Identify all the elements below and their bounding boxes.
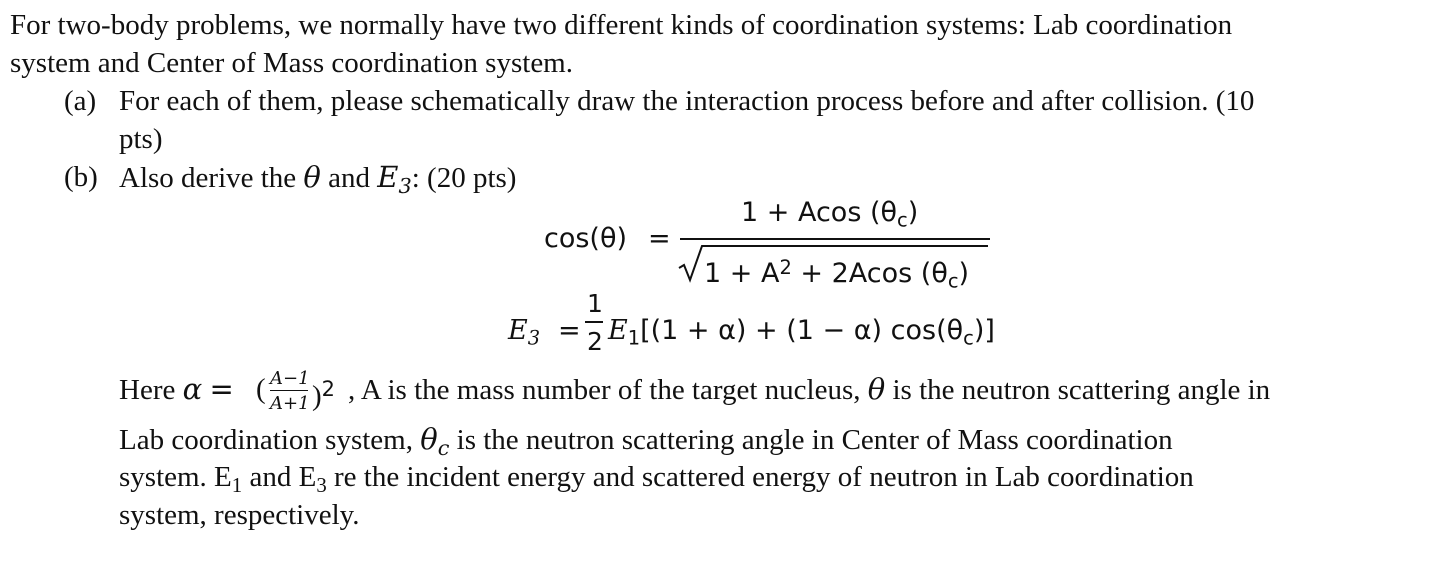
alpha-open-paren: (: [256, 373, 266, 405]
square-root-bar: [702, 245, 988, 247]
alpha-definition-prefix: Here α =: [119, 372, 234, 406]
definition-line-2: Lab coordination system, $\theta_c$ is the neutron scattering angle in Center of Mass coordination: [119, 422, 1173, 460]
part-a-label: (a): [64, 85, 97, 117]
equation-2-lhs: $E_3$: [508, 315, 541, 350]
definition-line-4: system, respectively.: [119, 499, 360, 531]
theta-symbol-2: θ: [867, 372, 886, 406]
equation-1-denominator: $1 + A^2 + 2Acos$ $(\theta_c)$: [704, 256, 970, 293]
alpha-fraction-numerator: A−1: [270, 368, 310, 389]
alpha-definition-rest: , A is the mass number of the target nucleus, θ is the neutron scattering angle in: [348, 372, 1271, 406]
part-b-text: [119, 158, 516, 205]
alpha-fraction-bar: [270, 390, 308, 391]
part-b-label: (b): [64, 161, 98, 193]
square-root-icon: [678, 244, 704, 284]
intro-line-2: system and Center of Mass coordination system.: [10, 47, 573, 79]
equation-2-fraction-bar: [585, 321, 603, 323]
intro-line-1: For two-body problems, we normally have two different kinds of coordination systems: Lab coordination: [10, 9, 1233, 41]
and-word: and: [328, 162, 371, 194]
part-a-text-line-2: pts): [119, 123, 163, 155]
alpha-close-paren: )$^2$: [312, 377, 335, 412]
definition-line-3: system. $E_1$ and $E_3$ re the incident energy and scattered energy of neutron in Lab coordination: [119, 461, 1194, 497]
equation-2-equals: =: [558, 315, 581, 346]
theta-symbol: θ: [303, 160, 321, 194]
e3-symbol: $E_3$: [377, 160, 412, 198]
equation-1-lhs: cos(θ): [544, 223, 628, 254]
equation-2-fraction-numerator: 1: [587, 289, 603, 318]
alpha-symbol: α: [182, 372, 203, 406]
part-a-text-line-1: For each of them, please schematically draw the interaction process before and after collision. (10: [119, 85, 1255, 117]
equation-1-numerator: 1 + Acos $(\theta_c)$: [741, 197, 919, 232]
equation-2-fraction-denominator: 2: [587, 327, 603, 356]
equation-2-rhs: $E_1[(1 + \alpha) + (1 - \alpha)$ $\cos(\theta_c)$]: [608, 315, 995, 350]
equation-1-fraction-bar: [680, 238, 990, 240]
theta-c-symbol: $\theta_c$: [420, 422, 450, 460]
alpha-fraction-denominator: A+1: [270, 393, 310, 414]
part-b-suffix: : (20 pts): [411, 162, 517, 194]
equation-1-equals: =: [648, 223, 671, 254]
part-b-prefix: Also derive the: [119, 162, 297, 194]
